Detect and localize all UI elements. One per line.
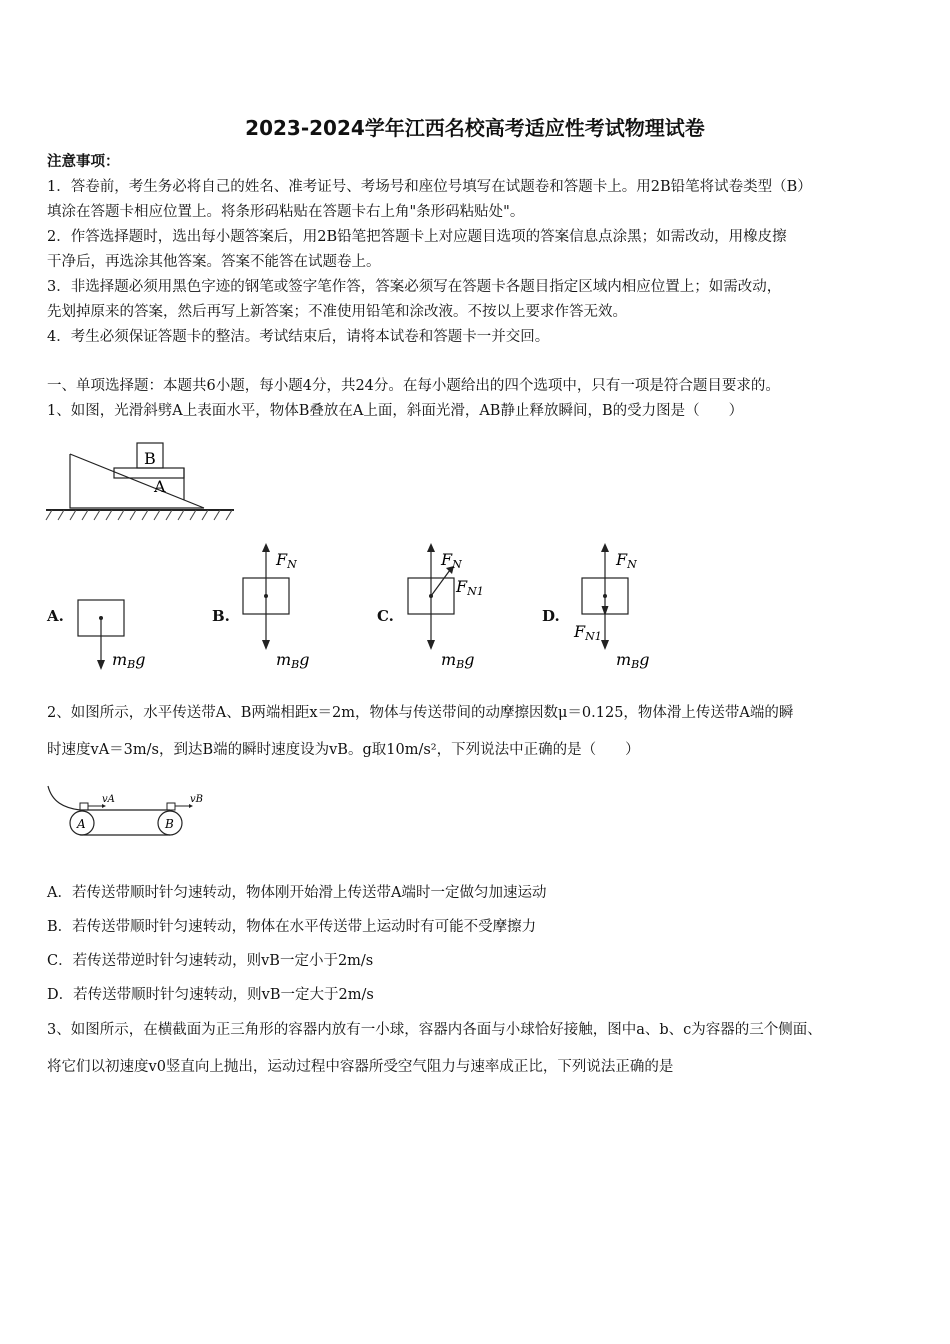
notice-line: 先划掉原来的答案，然后再写上新答案；不准使用铅笔和涂改液。不按以上要求作答无效。 (47, 304, 627, 320)
notice-line: 填涂在答题卡相应位置上。将条形码粘贴在答题卡右上角"条形码粘贴处"。 (47, 204, 525, 220)
section-heading: 一、单项选择题：本题共6小题，每小题4分，共24分。在每小题给出的四个选项中，只有一项是符合题目要求的。 (47, 378, 780, 394)
conveyor-figure (44, 780, 214, 840)
svg-text:FN1: FN1 (574, 622, 602, 643)
force-diagram-c (398, 540, 498, 675)
question-2-stem: 时速度vA＝3m/s，到达B端的瞬时速度设为vB。g取10m/s²，下列说法中正确的是（ ） (47, 742, 640, 758)
q2-option-b: B．若传送带顺时针匀速转动，物体在水平传送带上运动时有可能不受摩擦力 (47, 919, 537, 935)
svg-text:mBg: mBg (276, 650, 310, 671)
page-title: 2023-2024学年江西名校高考适应性考试物理试卷 (245, 116, 705, 140)
notice-line: 3．非选择题必须用黑色字迹的钢笔或签字笔作答，答案必须写在答题卡各题目指定区域内相应位置上；如需改动， (47, 279, 782, 295)
block-a-label: A (154, 477, 166, 496)
svg-text:FN: FN (616, 550, 637, 571)
notice-line: 1．答卷前，考生务必将自己的姓名、准考证号、考场号和座位号填写在试题卷和答题卡上。用2B铅笔将试卷类型（B） (47, 179, 812, 195)
svg-text:mBg: mBg (616, 650, 650, 671)
block-b-label: B (144, 449, 156, 468)
svg-text:vB: vB (190, 794, 203, 805)
notice-heading: 注意事项： (47, 153, 120, 170)
q2-option-d: D．若传送带顺时针匀速转动，则vB一定大于2m/s (47, 987, 374, 1003)
question-3-stem: 3、如图所示，在横截面为正三角形的容器内放有一小球，容器内各面与小球恰好接触，图中a、b、c为容器的三个侧面、 (47, 1022, 822, 1038)
force-diagram-a (68, 590, 168, 680)
notice-line: 干净后，再选涂其他答案。答案不能答在试题卷上。 (47, 254, 381, 270)
svg-text:A: A (77, 817, 86, 831)
force-diagram-d (572, 540, 672, 675)
question-2-stem: 2、如图所示，水平传送带A、B两端相距x＝2m，物体与传送带间的动摩擦因数μ＝0.125，物体滑上传送带A端的瞬 (47, 705, 794, 721)
svg-text:FN: FN (276, 550, 297, 571)
wedge-figure (44, 438, 239, 528)
option-d-label: D. (542, 607, 560, 625)
svg-text:FN: FN (441, 550, 462, 571)
svg-text:mBg: mBg (441, 650, 475, 671)
option-a-label: A. (47, 607, 64, 625)
svg-text:FN1: FN1 (456, 577, 484, 598)
notice-line: 4．考生必须保证答题卡的整洁。考试结束后，请将本试卷和答题卡一并交回。 (47, 329, 550, 345)
svg-text:B: B (165, 817, 174, 831)
q2-option-a: A．若传送带顺时针匀速转动，物体刚开始滑上传送带A端时一定做匀加速运动 (47, 885, 547, 901)
question-3-stem: 将它们以初速度v0竖直向上抛出，运动过程中容器所受空气阻力与速率成正比，下列说法正确的是 (47, 1059, 674, 1075)
notice-line: 2．作答选择题时，选出每小题答案后，用2B铅笔把答题卡上对应题目选项的答案信息点涂黑；如需改动，用橡皮擦 (47, 229, 787, 245)
q2-option-c: C．若传送带逆时针匀速转动，则vB一定小于2m/s (47, 953, 374, 969)
svg-text:vA: vA (102, 794, 115, 805)
question-1-stem: 1、如图，光滑斜劈A上表面水平，物体B叠放在A上面，斜面光滑，AB静止释放瞬间，B的受力图是（ ） (47, 403, 744, 419)
force-diagram-b (232, 540, 332, 675)
option-c-label: C. (377, 607, 394, 625)
option-b-label: B. (212, 607, 230, 625)
svg-text:mBg: mBg (112, 650, 146, 671)
